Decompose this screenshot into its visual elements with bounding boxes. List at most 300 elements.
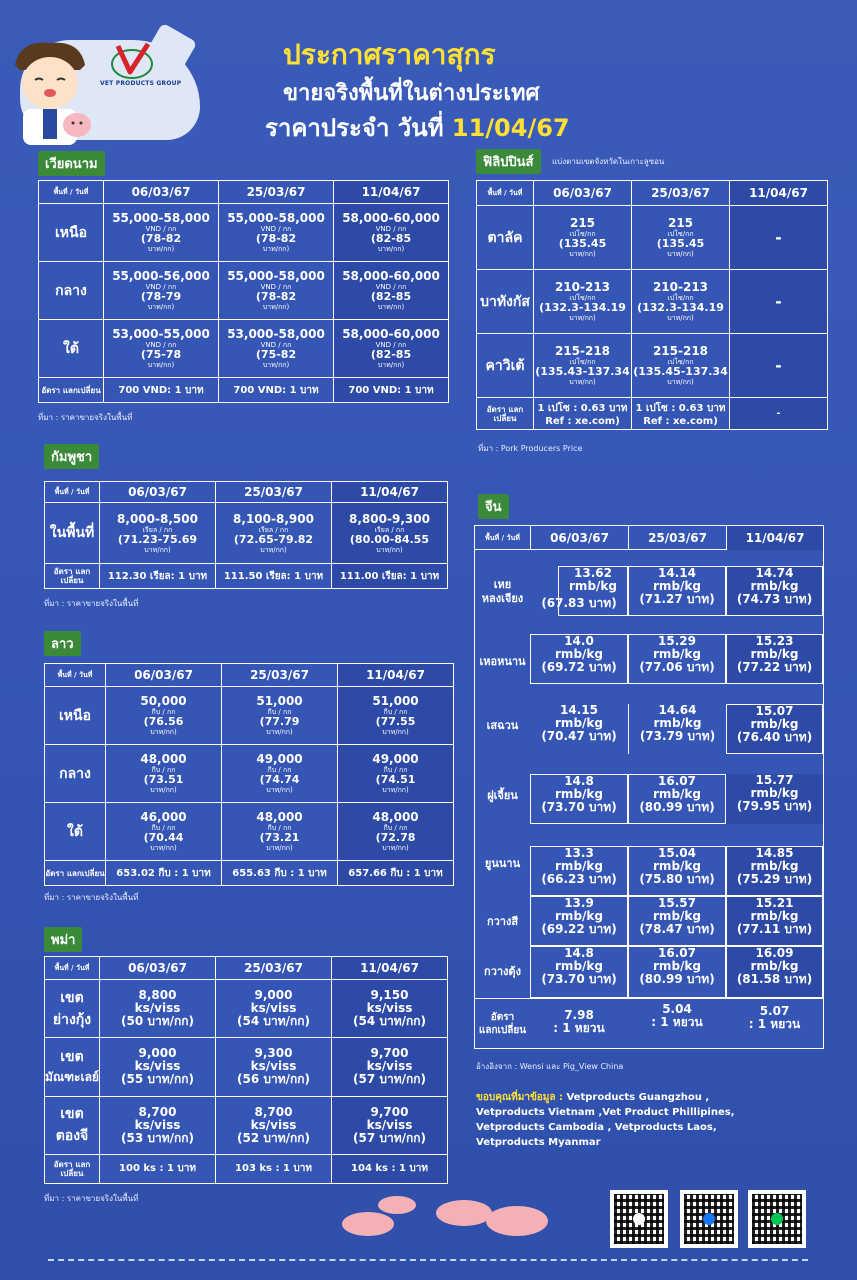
price-cell [219,204,333,261]
qr-code-line-icon[interactable] [748,1190,806,1248]
price-value: 14.15 [560,703,598,717]
thb-value: (78-82 [255,232,297,245]
price-unit: rmb/kg [750,909,799,923]
price-value: 48,000 [256,810,303,824]
date-header: 06/03/67 [104,181,218,203]
price-value: 14.85 [755,846,794,860]
thb-value: (73.70 บาท) [541,800,617,814]
price-cell [219,262,333,319]
price-unit: ks/viss [366,1059,413,1074]
price-unit: เรียล / กก [258,525,289,534]
thb-unit: บาท/กก) [382,728,409,736]
price-cell [726,704,823,754]
price-value: 16.07 [658,946,696,960]
thb-value: (75-78 [140,348,182,361]
thb-value: (79.95 บาท) [736,799,813,813]
price-value: 8,100-8,900 [233,511,314,526]
section-tag-philippines: ฟิลิปปินส์ [476,149,541,174]
price-unit: rmb/kg [750,786,799,800]
price-unit: เปโซ/กก [667,294,694,303]
section-tag-cambodia: กัมพูชา [44,444,99,469]
price-value: 9,150 [370,988,409,1003]
source-note: ที่มา : ราคาขายจริงในพื้นที่ [38,413,133,422]
date-header: 11/04/67 [332,957,447,979]
section-tag-vietnam: เวียดนาม [38,151,105,176]
thb-value: (69.22 บาท) [541,922,617,936]
price-value: 13.9 [564,896,594,910]
price-unit: กีบ / กก [383,824,408,832]
source-note: ที่มา : Pork Producers Price [478,444,583,453]
credits-line [476,1090,735,1105]
thb-value: (57 บาท/กก) [352,1130,427,1145]
region-label [45,980,99,1037]
thb-unit: บาท/กก) [376,545,403,554]
price-value: 215-218 [554,344,611,359]
thb-unit: บาท/กก) [260,545,287,554]
region-line: เหย [493,578,512,591]
thb-unit: บาท/กก) [377,245,405,253]
thb-value: (70.47 บาท) [541,729,617,743]
price-unit: ks/viss [134,1059,181,1074]
pig-icon [436,1200,492,1226]
price-unit: เรียล / กก [374,525,405,534]
price-unit: rmb/kg [750,859,799,873]
exchange-rate: 653.02 กีบ : 1 บาท [106,861,221,885]
price-value: 9,300 [254,1046,293,1061]
credits-line: Vetproducts Vietnam ,Vet Product Phillipines, [476,1107,735,1118]
source-note: ที่มา : ราคาขายจริงในพื้นที่ [44,893,139,902]
region-label: ในพื้นที่ [45,503,99,563]
rate-line: 1 เปโซ : 0.63 บาท [537,402,628,414]
price-unit: เปโซ/กก [667,230,694,239]
vietnam-price-table [38,180,449,403]
thb-unit: บาท/กก) [150,844,177,852]
thb-unit: บาท/กก) [266,786,293,794]
price-unit: VND / กก [145,225,177,233]
price-unit: ks/viss [366,1117,413,1132]
china-row [475,566,823,626]
footer-dashed-divider [48,1259,808,1261]
price-cell-empty: - [730,206,827,269]
exchange-rate: 655.63 กีบ : 1 บาท [222,861,337,885]
source-note: อ้างอิงจาก : Wensi และ Pig_View China [476,1062,624,1071]
thb-value: (70.44 [143,831,184,844]
price-value: 13.62 [574,566,612,580]
price-unit: กีบ / กก [151,708,176,716]
price-value: 55,000-56,000 [112,269,210,283]
thb-cell [530,597,628,610]
price-value: 8,700 [138,1104,177,1119]
china-row [475,704,823,759]
logo-text: VET PRODUCTS GROUP [100,80,182,87]
date-header: 25/03/67 [632,181,729,205]
region-line: ตองจี [55,1128,89,1145]
thb-value: (75-82 [255,348,297,361]
credits-text: Vetproducts Guangzhou , [563,1092,710,1103]
date-header: 11/04/67 [730,181,827,205]
myanmar-price-table [44,956,448,1184]
price-value: 14.64 [658,703,697,717]
price-value: 9,000 [138,1046,177,1061]
exchange-rate [534,398,631,429]
thb-value: (132.3-134.19 [539,301,626,315]
region-label: ฝูเจี้ยน [487,789,518,802]
price-value: 55,000-58,000 [112,211,210,225]
china-row [475,946,823,998]
price-value: 14.74 [755,566,794,580]
date-header: 06/03/67 [530,526,628,550]
region-label [45,1038,99,1095]
thb-value: (77.11 บาท) [736,922,813,936]
price-cell [106,745,221,802]
thb-unit: บาท/กก) [667,378,694,387]
region-label: เสฉวน [486,719,519,732]
corner-header: พื้นที่ / วันที่ [39,181,103,203]
price-unit: rmb/kg [555,716,603,730]
exchange-rate: 104 ks : 1 บาท [332,1155,447,1183]
price-unit: VND / กก [375,225,407,233]
price-unit: rmb/kg [653,909,701,923]
china-header-row [475,526,823,550]
exchange-rate-label: อัตรา แลกเปลี่ยน [39,378,103,402]
price-cell [726,946,823,998]
price-cell [530,704,628,754]
thb-unit: บาท/กก) [667,314,694,323]
price-cell [628,846,726,896]
region-line: เขต [60,989,84,1006]
price-cell [534,334,631,397]
exchange-rate: 112.30 เรียล: 1 บาท [100,564,215,588]
pig-icon [342,1212,394,1236]
corner-header: พื้นที่ / วันที่ [45,957,99,979]
china-price-table [474,525,824,1049]
thb-unit: บาท/กก) [262,303,290,311]
price-value: 49,000 [256,752,303,766]
price-value: 15.77 [755,773,794,787]
rate-line: 5.07 [759,1004,790,1018]
price-value: 55,000-58,000 [227,269,325,283]
price-cell [338,745,453,802]
thb-unit: บาท/กก) [150,786,177,794]
price-cell [106,803,221,860]
region-label: ยูนนาน [484,857,521,870]
price-cell [104,204,218,261]
price-unit: เปโซ/กก [569,230,596,239]
thb-unit: บาท/กก) [569,314,596,323]
price-unit: rmb/kg [555,647,603,661]
thb-unit: บาท/กก) [262,245,290,253]
price-cell [628,634,726,684]
price-cell [628,946,726,998]
region-line: เขต [60,1049,84,1066]
price-cell [222,687,337,744]
price-cell [216,1097,331,1154]
price-unit: rmb/kg [653,859,701,873]
price-cell [106,687,221,744]
region-line: มัณฑะเลย์ [45,1070,99,1085]
credits-line: Vetproducts Myanmar [476,1137,601,1148]
thb-value: (76.56 [143,715,184,728]
price-unit: กีบ / กก [267,766,292,774]
date-header: 06/03/67 [106,664,221,686]
thb-value: (77.22 บาท) [736,660,813,674]
corner-header: พื้นที่ / วันที่ [45,664,105,686]
page-subtitle: ขายจริงพื้นที่ในต่างประเทศ [283,81,540,106]
price-unit: rmb/kg [750,959,799,973]
price-value: 210-213 [554,280,611,295]
data-credits [476,1090,735,1150]
section-tag-china: จีน [478,494,509,519]
thb-value: (135.45-137.34 [633,365,728,379]
price-unit: ks/viss [250,1059,297,1074]
price-cell [216,1038,331,1095]
price-cell [628,566,726,616]
thb-value: (132.3-134.19 [637,301,724,315]
price-cell [104,320,218,377]
price-value: 14.0 [564,634,594,648]
price-unit: ks/viss [366,1001,413,1016]
price-cell [530,634,628,684]
price-cell [338,687,453,744]
thb-unit: บาท/กก) [667,250,694,259]
region-label: กลาง [39,262,103,319]
thb-value: (71.23-75.69 [117,532,198,546]
exchange-rate-label: อัตรา แลกเปลี่ยน [45,861,105,885]
price-unit: กีบ / กก [383,708,408,716]
rate-line: : 1 หยวน [651,1015,703,1029]
price-value: 8,800 [138,988,177,1003]
laos-price-table [44,663,454,886]
thb-value: (80.99 บาท) [639,972,715,986]
thb-unit: บาท/กก) [377,361,405,369]
section-note: แบ่งตามเขตจังหวัดในเกาะลูซอน [552,157,665,166]
price-unit: rmb/kg [653,579,701,593]
thb-value: (53 บาท/กก) [120,1130,195,1145]
thb-unit: บาท/กก) [569,378,596,387]
rate-line: Ref : xe.com) [643,415,718,427]
price-unit: rmb/kg [653,787,701,801]
price-cell [726,634,823,684]
date-header: 11/04/67 [334,181,448,203]
thb-value: (82-85 [370,232,412,245]
price-unit: rmb/kg [555,787,603,801]
date-header: 11/04/67 [726,526,823,550]
thb-unit: บาท/กก) [266,844,293,852]
price-value: 58,000-60,000 [342,211,440,225]
pig-icon [378,1196,416,1214]
price-unit: VND / กก [375,283,407,291]
price-unit: ks/viss [250,1001,297,1016]
price-value: 14.14 [658,566,696,580]
region-label [45,1097,99,1154]
exchange-rate: 111.00 เรียล: 1 บาท [332,564,447,588]
price-value: 215-218 [652,344,709,359]
thb-value: (80.00-84.55 [349,532,430,546]
rate-label-line: อัตรา [490,1012,515,1023]
region-label: บาทังกัส [477,270,533,333]
corner-header: พื้นที่ / วันที่ [45,482,99,502]
thb-value: (73.79 บาท) [639,729,716,743]
price-unit: VND / กก [260,225,292,233]
thb-value: (75.29 บาท) [736,872,813,886]
region-label: เหนือ [45,687,105,744]
price-cell [530,946,628,998]
price-unit: กีบ / กก [383,766,408,774]
price-cell [726,846,823,896]
price-unit: VND / กก [260,283,292,291]
price-unit: เรียล / กก [142,525,173,534]
price-unit: ks/viss [250,1117,297,1132]
price-unit: rmb/kg [569,579,617,593]
china-row [475,634,823,689]
price-unit: rmb/kg [653,647,701,661]
price-unit: rmb/kg [555,859,603,873]
price-unit: VND / กก [145,341,177,349]
price-cell [332,503,447,563]
region-label: กลาง [45,745,105,802]
price-cell [100,1097,215,1154]
thb-value: (77.06 บาท) [639,660,715,674]
price-value: 8,800-9,300 [349,511,430,526]
price-value: 49,000 [372,752,419,766]
price-cell [530,774,628,824]
price-cell [332,980,447,1037]
price-value: 210-213 [652,280,709,295]
price-cell [104,262,218,319]
price-unit: กีบ / กก [151,824,176,832]
price-value: 53,000-55,000 [112,327,210,341]
china-row [475,896,823,946]
thb-value: (82-85 [370,290,412,303]
thb-value: (135.45 [656,237,705,251]
price-unit: rmb/kg [750,717,799,731]
region-label: เหนือ [39,204,103,261]
source-note: ที่มา : ราคาขายจริงในพื้นที่ [44,1194,139,1203]
date-header: 25/03/67 [216,957,331,979]
price-cell [334,262,448,319]
price-unit: rmb/kg [555,959,603,973]
price-unit: กีบ / กก [267,708,292,716]
philippines-price-table [476,180,828,430]
price-cell-empty: - [730,334,827,397]
price-cell-empty: - [730,270,827,333]
china-row [475,774,823,829]
thb-value: (77.79 [259,715,300,728]
date-prefix: ราคาประจำ วันที่ [265,114,444,142]
thb-unit: บาท/กก) [147,303,175,311]
thb-unit: บาท/กก) [147,245,175,253]
thb-value: (71.27 บาท) [639,592,715,606]
price-cell [222,745,337,802]
price-value: 8,700 [254,1104,293,1119]
region-label: กวางตุ้ง [484,965,521,978]
thb-unit: บาท/กก) [377,303,405,311]
thb-value: (82-85 [370,348,412,361]
price-value: 9,700 [370,1046,409,1061]
exchange-rate-label: อัตรา แลกเปลี่ยน [45,1155,99,1183]
price-value: 15.23 [755,634,794,648]
thb-value: (80.99 บาท) [639,800,715,814]
corner-header: พื้นที่ / วันที่ [485,534,520,542]
price-value: 51,000 [372,694,419,708]
price-cell [334,320,448,377]
rate-line: Ref : xe.com) [545,415,620,427]
price-value: 13.3 [564,846,594,860]
thb-unit: บาท/กก) [144,545,171,554]
price-cell [632,270,729,333]
exchange-rate: 700 VND: 1 บาท [334,378,448,402]
thb-value: (55 บาท/กก) [120,1072,195,1087]
thb-value: (73.51 [143,773,184,786]
price-value: 15.07 [755,704,794,718]
date-header: 06/03/67 [100,957,215,979]
thb-unit: บาท/กก) [382,844,409,852]
price-value: 46,000 [140,810,187,824]
cambodia-price-table [44,481,448,589]
thb-value: (78-82 [140,232,182,245]
price-unit: VND / กก [260,341,292,349]
exchange-rate-label: อัตรา แลกเปลี่ยน [45,564,99,588]
qr-code-website-icon[interactable] [610,1190,668,1248]
region-line: หลงเจียง [481,592,524,605]
price-cell [534,270,631,333]
price-unit: เปโซ/กก [569,294,596,303]
thb-value: (54 บาท/กก) [352,1014,427,1029]
price-value: 51,000 [256,694,303,708]
date-header: 06/03/67 [100,482,215,502]
price-unit: กีบ / กก [151,766,176,774]
exchange-rate [632,398,729,429]
price-cell [632,334,729,397]
thb-value: (73.70 บาท) [541,972,617,986]
price-value: 48,000 [140,752,187,766]
price-unit: rmb/kg [653,959,701,973]
price-unit: เปโซ/กก [667,358,694,367]
exchange-rate [726,1005,823,1031]
price-cell [726,774,823,824]
thb-value: (81.58 บาท) [736,972,813,986]
vet-products-logo-icon [108,42,156,80]
price-cell [334,204,448,261]
price-value: 16.09 [755,946,794,960]
thb-value: (78.47 บาท) [639,922,715,936]
price-value: 9,700 [370,1104,409,1119]
price-unit: เปโซ/กก [569,358,596,367]
price-value: 15.29 [658,634,696,648]
corner-header: พื้นที่ / วันที่ [477,181,533,205]
thb-unit: บาท/กก) [266,728,293,736]
price-value: 215 [569,216,596,231]
date-header: 06/03/67 [534,181,631,205]
date-header: 25/03/67 [628,526,726,550]
region-label [475,578,530,606]
price-value: 215 [667,216,694,231]
thb-unit: บาท/กก) [569,250,596,259]
price-value: 15.04 [658,846,696,860]
region-label: ใต้ [45,803,105,860]
china-rate-row [475,998,823,1048]
thb-value: (75.80 บาท) [639,872,715,886]
qr-code-facebook-icon[interactable] [680,1190,738,1248]
price-cell [332,1097,447,1154]
thb-unit: บาท/กก) [382,786,409,794]
price-cell [534,206,631,269]
rate-line: 1 เปโซ : 0.63 บาท [635,402,726,414]
price-cell [628,774,726,824]
thb-value: (73.21 [259,831,300,844]
price-value: 58,000-60,000 [342,269,440,283]
price-cell [100,980,215,1037]
